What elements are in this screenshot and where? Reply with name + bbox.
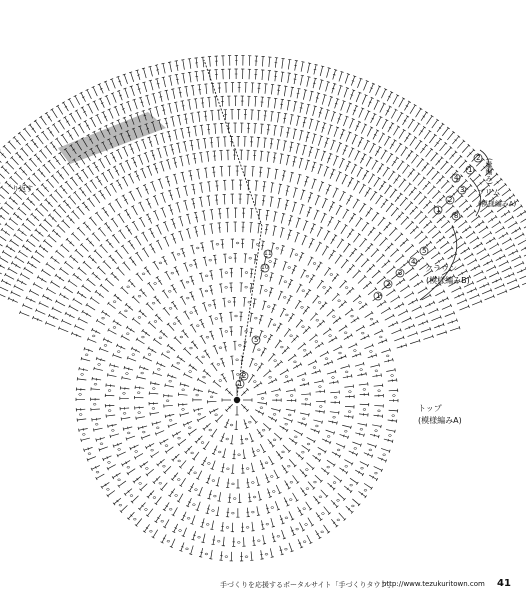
brim-row-8: 8 (454, 212, 459, 220)
crown-row-2: 2 (386, 280, 391, 288)
crown-label: クラウン (425, 264, 457, 273)
footer-url[interactable]: http://www.tezukuritown.com (382, 580, 485, 588)
top-row-10: 10 (261, 264, 269, 271)
crown-row-1: 1 (376, 292, 381, 300)
footer-site-text: 手づくりを応援するポータルサイト「手づくりタウン」 (220, 581, 395, 589)
brim-row-3: 3 (460, 186, 465, 194)
top-row-11: 11 (264, 250, 272, 257)
crown-row-4: 4 (411, 258, 416, 266)
top-label: トップ (418, 404, 442, 413)
brim-row-1: 1 (436, 206, 441, 214)
page-number: 41 (497, 578, 511, 589)
top-row-5: 5 (254, 336, 259, 344)
turn-mark-label: り返す (12, 185, 33, 193)
top-row-2: 2 (242, 372, 247, 380)
border-pattern-label: (縁編み) (485, 158, 493, 185)
crown-stitch-rings (19, 166, 460, 348)
border-row-1: 1 (468, 166, 473, 174)
brim-row-2: 2 (448, 196, 453, 204)
crown-row-5: 5 (422, 247, 427, 255)
top-pattern-label: (模様編みA) (418, 416, 462, 425)
crown-pattern-label: (模様編みB) (426, 276, 470, 285)
top-row-1: 1 (238, 380, 243, 388)
crown-row-3: 3 (398, 269, 403, 277)
brim-label: ブリム (477, 188, 501, 197)
brim-row-4: 4 (454, 174, 459, 182)
border-row-2: 2 (476, 154, 481, 162)
magic-ring-center (234, 397, 240, 403)
brim-pattern-label: (模様編みA) (478, 200, 517, 208)
